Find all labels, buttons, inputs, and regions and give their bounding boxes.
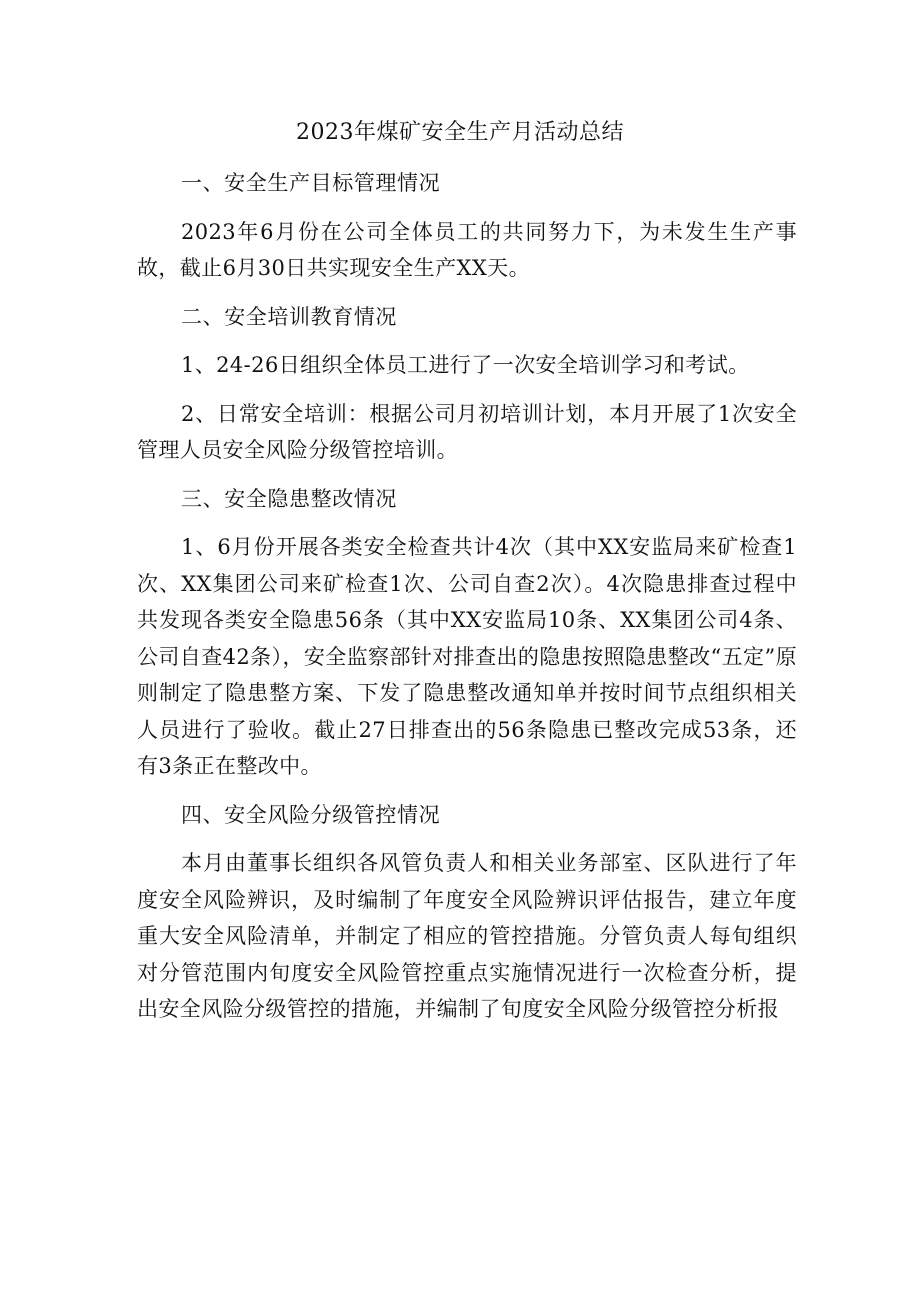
section-heading-2: 二、安全培训教育情况 (181, 304, 397, 329)
document-title: 2023年煤矿安全生产月活动总结 (296, 120, 624, 145)
section-4-paragraph-1: 本月由董事长组织各风管负责人和相关业务部室、区队进行了年度安全风险辨识，及时编制了年度安全风险辨识评估报告，建立年度重大安全风险清单，并制定了相应的管控措施。分管负责人每旬组织对分管范围内旬度安全风险管控重点实施情况进行一次检查分析，提出安全风险分级管控的措施，并编制了旬度安全风险分级管控分析报 (137, 851, 797, 1021)
section-heading-4: 四、安全风险分级管控情况 (181, 802, 441, 827)
section-1-paragraph-1: 2023年6月份在公司全体员工的共同努力下，为未发生生产事故，截止6月30日共实现安全生产XX天。 (137, 219, 797, 280)
section-3-paragraph-1: 1、6月份开展各类安全检查共计4次（其中XX安监局来矿检查1次、XX集团公司来矿检查1次、公司自查2次）。4次隐患排查过程中共发现各类安全隐患56条（其中XX安监局10条、XX集团公司4条、公司自查42条），安全监察部针对排查出的隐患按照隐患整改“五定”原则制定了隐患整方案、下发了隐患整改通知单并按时间节点组织相关人员进行了验收。截止27日排查出的56条隐患已整改完成53条，还有3条正在整改中。 (137, 535, 797, 778)
section-heading-1: 一、安全生产目标管理情况 (181, 171, 441, 195)
section-2-paragraph-1: 1、24-26日组织全体员工进行了一次安全培训学习和考试。 (181, 353, 750, 377)
section-heading-3: 三、安全隐患整改情况 (181, 486, 397, 511)
document-body (137, 165, 797, 1040)
section-2-paragraph-2: 2、日常安全培训：根据公司月初培训计划，本月开展了1次安全管理人员安全风险分级管控培训。 (137, 401, 797, 462)
